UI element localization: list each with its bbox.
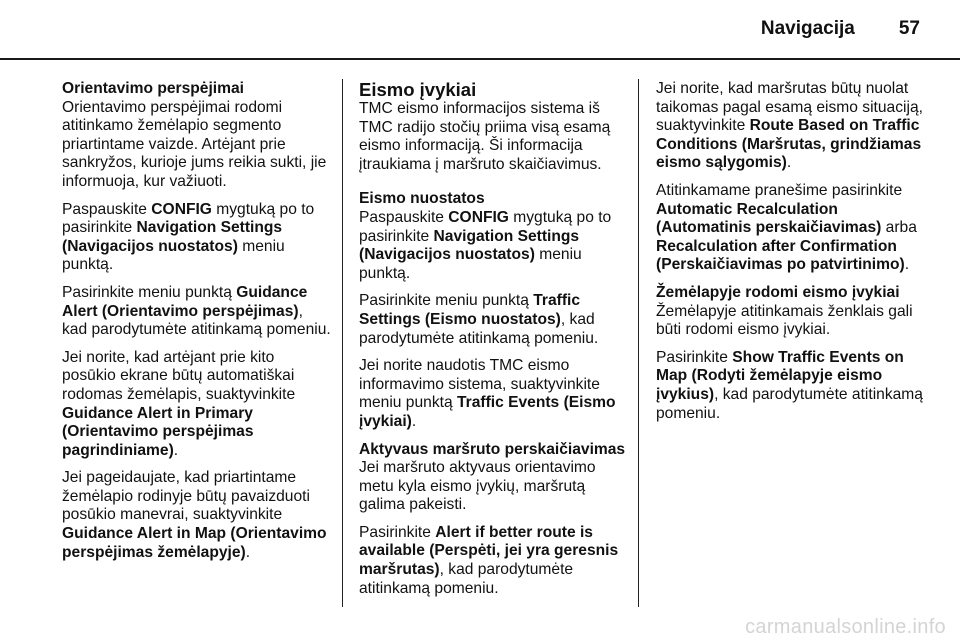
- paragraph: Paspauskite CONFIG mygtuką po to pasirinkite Navigation Settings (Navigacijos nuostatos) meniu punktą.: [359, 208, 612, 282]
- page-number: 57: [898, 18, 920, 39]
- paragraph: Orientavimo perspėjimai rodomi atitinkamo žemėlapio segmento priartintame vaizde. Artėjant prie sankryžos, kurioje jums reikia sukti, jie informuoja, kur važiuoti.: [62, 98, 327, 190]
- section-heading: Orientavimo perspėjimai: [62, 80, 244, 97]
- paragraph: Žemėlapyje atitinkamais ženklais gali būti rodomi eismo įvykiai.: [656, 302, 913, 339]
- section-heading: Eismo nuostatos: [359, 190, 485, 208]
- column-divider: [342, 79, 343, 607]
- column-left: [62, 80, 332, 571]
- paragraph: Jei maršruto aktyvaus orientavimo metu kyla eismo įvykių, maršrutą galima pakeisti.: [359, 459, 596, 514]
- paragraph: TMC eismo informacijos sistema iš TMC radijo stočių priima visą esamą eismo informaciją. Ši informacija įtraukiama į maršruto skaičiavimus.: [359, 100, 611, 173]
- header-divider: [0, 58, 960, 60]
- section-title: Eismo įvykiai: [359, 79, 477, 100]
- watermark: carmanualsonline.info: [745, 616, 946, 638]
- page-header: [761, 18, 920, 40]
- column-divider: [638, 79, 639, 607]
- column-middle: [359, 80, 629, 607]
- paragraph: Jei pageidaujate, kad priartintame žemėlapio rodinyje būtų pavaizduoti posūkio manevrai, suaktyvinkite Guidance Alert in Map (Orientavimo perspėjimas žemėlapyje).: [62, 469, 327, 561]
- paragraph: Pasirinkite meniu punktą Traffic Settings (Eismo nuostatos), kad parodytumėte atitinkamą pomeniu.: [359, 292, 599, 347]
- paragraph: Jei norite naudotis TMC eismo informavimo sistema, suaktyvinkite meniu punktą Traffic Events (Eismo įvykiai).: [359, 357, 616, 430]
- chapter-title: Navigacija: [760, 18, 855, 39]
- paragraph: Pasirinkite meniu punktą Guidance Alert (Orientavimo perspėjimas), kad parodytumėte atitinkamą pomeniu.: [62, 283, 331, 339]
- section-heading: Aktyvaus maršruto perskaičiavimas: [359, 440, 626, 458]
- paragraph: Pasirinkite Show Traffic Events on Map (Rodyti žemėlapyje eismo įvykius), kad parodytumėte atitinkamą pomeniu.: [656, 348, 923, 422]
- paragraph: Jei norite, kad maršrutas būtų nuolat taikomas pagal esamą eismo situaciją, suaktyvinkite Route Based on Traffic Conditions (Maršrutas, grindžiamas eismo sąlygomis).: [656, 80, 923, 172]
- paragraph: Paspauskite CONFIG mygtuką po to pasirinkite Navigation Settings (Navigacijos nuostatos) meniu punktą.: [62, 200, 315, 274]
- paragraph: Atitinkamame pranešime pasirinkite Automatic Recalculation (Automatinis perskaičiavimas) arba Recalculation after Confirmation (Perskaičiavimas po patvirtinimo).: [656, 181, 917, 274]
- column-right: [656, 80, 926, 432]
- section-heading: Žemėlapyje rodomi eismo įvykiai: [656, 283, 900, 301]
- paragraph: Pasirinkite Alert if better route is available (Perspėti, jei yra geresnis maršrutas), kad parodytumėte atitinkamą pomeniu.: [359, 523, 619, 597]
- paragraph: Jei norite, kad artėjant prie kito posūkio ekrane būtų automatiškai rodomas žemėlapis, suaktyvinkite Guidance Alert in Primary (Orientavimo perspėjimas pagrindiniame).: [62, 348, 296, 459]
